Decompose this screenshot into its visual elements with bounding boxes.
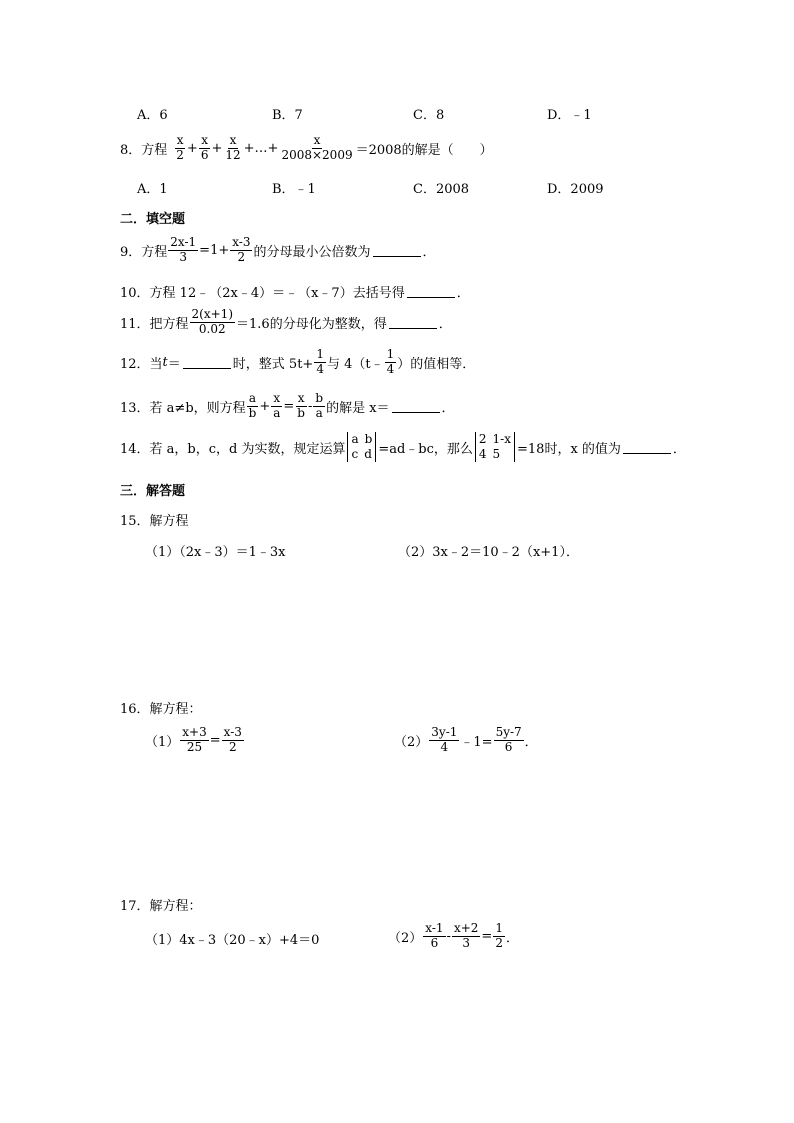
section-solve: 三．解答题 — [120, 484, 186, 499]
q17-p2-frac-3: $\frac{1}{2}$ — [495, 921, 503, 950]
question-15-title: 15．解方程 — [120, 514, 189, 529]
q14-answer-blank[interactable] — [623, 441, 671, 454]
q17-p2-frac-2: $\frac{x+2}{3}$ — [453, 921, 479, 950]
q12-frac-1: $\frac{1}{4}$ — [316, 347, 324, 376]
q13-frac-1: $\frac{a}{b}$ — [248, 391, 257, 420]
question-9: 9．方程 $\frac{2x-1}{3}$ =1+ $\frac{x-3}{2}$ 的分母最小公倍数为 ． — [120, 235, 436, 264]
q11-frac: $\frac{2(x+1)}{0.02}$ — [191, 307, 234, 336]
question-17-part-1: （1）4x﹣3（20﹣x）+4＝0 — [145, 933, 320, 948]
q8-prefix: 8．方程 — [120, 142, 168, 158]
q8-suffix: ＝2008的解是（ ） — [355, 142, 493, 158]
section-fill-in: 二．填空题 — [120, 212, 186, 227]
q8-frac-1: $\frac{x}{2}$ — [176, 133, 184, 162]
q9-frac-1: $\frac{2x-1}{3}$ — [170, 235, 197, 264]
question-14: 14．若 a，b，c，d 为实数，规定运算 a b c d =ad﹣bc，那么 2 1-x 4 5 =18时，x 的值为 ． — [120, 432, 686, 461]
question-16-part-2: （2） $\frac{3y-1}{4}$ ﹣1= $\frac{5y-7}{6}$ ． — [394, 725, 538, 754]
q13-frac-4: $\frac{b}{a}$ — [315, 391, 324, 420]
question-15-part-1: （1）（2x﹣3）＝1﹣3x — [145, 545, 286, 560]
q7-option-c: C．8 — [413, 108, 445, 123]
question-11: 11．把方程 $\frac{2(x+1)}{0.02}$ ＝1.6的分母化为整数，得 ． — [120, 307, 452, 336]
q17-p2-frac-1: $\frac{x-1}{6}$ — [425, 921, 444, 950]
q16-p2-frac-2: $\frac{5y-7}{6}$ — [495, 725, 522, 754]
question-10: 10．方程 12﹣（2x﹣4）＝﹣（x﹣7）去括号得 ． — [120, 286, 470, 301]
q9-answer-blank[interactable] — [373, 244, 421, 257]
q16-p1-frac-1: $\frac{x+3}{25}$ — [182, 725, 207, 754]
q8-option-d: D．2009 — [547, 182, 604, 197]
q12-frac-2: $\frac{1}{4}$ — [386, 347, 395, 376]
q8-option-b: B．﹣1 — [272, 182, 316, 197]
q8-frac-3: $\frac{x}{12}$ — [225, 133, 241, 162]
question-16-part-1: （1） $\frac{x+3}{25}$ = $\frac{x-3}{2}$ — [145, 725, 242, 754]
question-13: 13．若 a≠b，则方程 $\frac{a}{b}$ + $\frac{x}{a}$ = $\frac{x}{b}$ - $\frac{b}{a}$ 的解是 x＝ ． — [120, 391, 455, 420]
q13-frac-3: $\frac{x}{b}$ — [297, 391, 305, 420]
q14-determinant-value: 2 1-x 4 5 — [475, 432, 515, 462]
question-17-part-2: （2） $\frac{x-1}{6}$ - $\frac{x+2}{3}$ = $\frac{1}{2}$ ． — [388, 921, 519, 950]
q11-answer-blank[interactable] — [389, 316, 437, 329]
q13-answer-blank[interactable] — [392, 400, 440, 413]
q9-frac-2: $\frac{x-3}{2}$ — [232, 235, 251, 264]
question-15-part-2: （2）3x﹣2＝10﹣2（x+1）． — [398, 545, 579, 560]
q14-determinant-def: a b c d — [347, 432, 376, 462]
question-17-title: 17．解方程： — [120, 899, 202, 914]
q8-plus-1: + — [186, 140, 198, 156]
q12-answer-blank[interactable] — [183, 356, 231, 369]
q7-option-b: B．7 — [272, 108, 303, 123]
q7-option-d: D．﹣1 — [547, 108, 592, 123]
q8-option-a: A．1 — [137, 182, 168, 197]
q8-ellipsis: +…+ — [243, 140, 279, 156]
q10-answer-blank[interactable] — [407, 285, 455, 298]
question-12: 12．当 t ＝ 时，整式 5t+ $\frac{1}{4}$ 与 4（t﹣ $\frac{1}{4}$ ）的值相等． — [120, 347, 476, 376]
q13-frac-2: $\frac{x}{a}$ — [273, 391, 281, 420]
question-16-title: 16．解方程： — [120, 702, 202, 717]
question-8 — [120, 134, 493, 163]
q8-frac-2: $\frac{x}{6}$ — [200, 133, 209, 162]
q16-p2-frac-1: $\frac{3y-1}{4}$ — [431, 725, 458, 754]
q7-option-a: A．6 — [137, 108, 168, 123]
q8-option-c: C．2008 — [413, 182, 470, 197]
q8-frac-4: $\frac{x}{2008\times 2009}$ — [281, 133, 353, 162]
q16-p1-frac-2: $\frac{x-3}{2}$ — [223, 725, 242, 754]
q8-plus-2: + — [211, 140, 223, 156]
